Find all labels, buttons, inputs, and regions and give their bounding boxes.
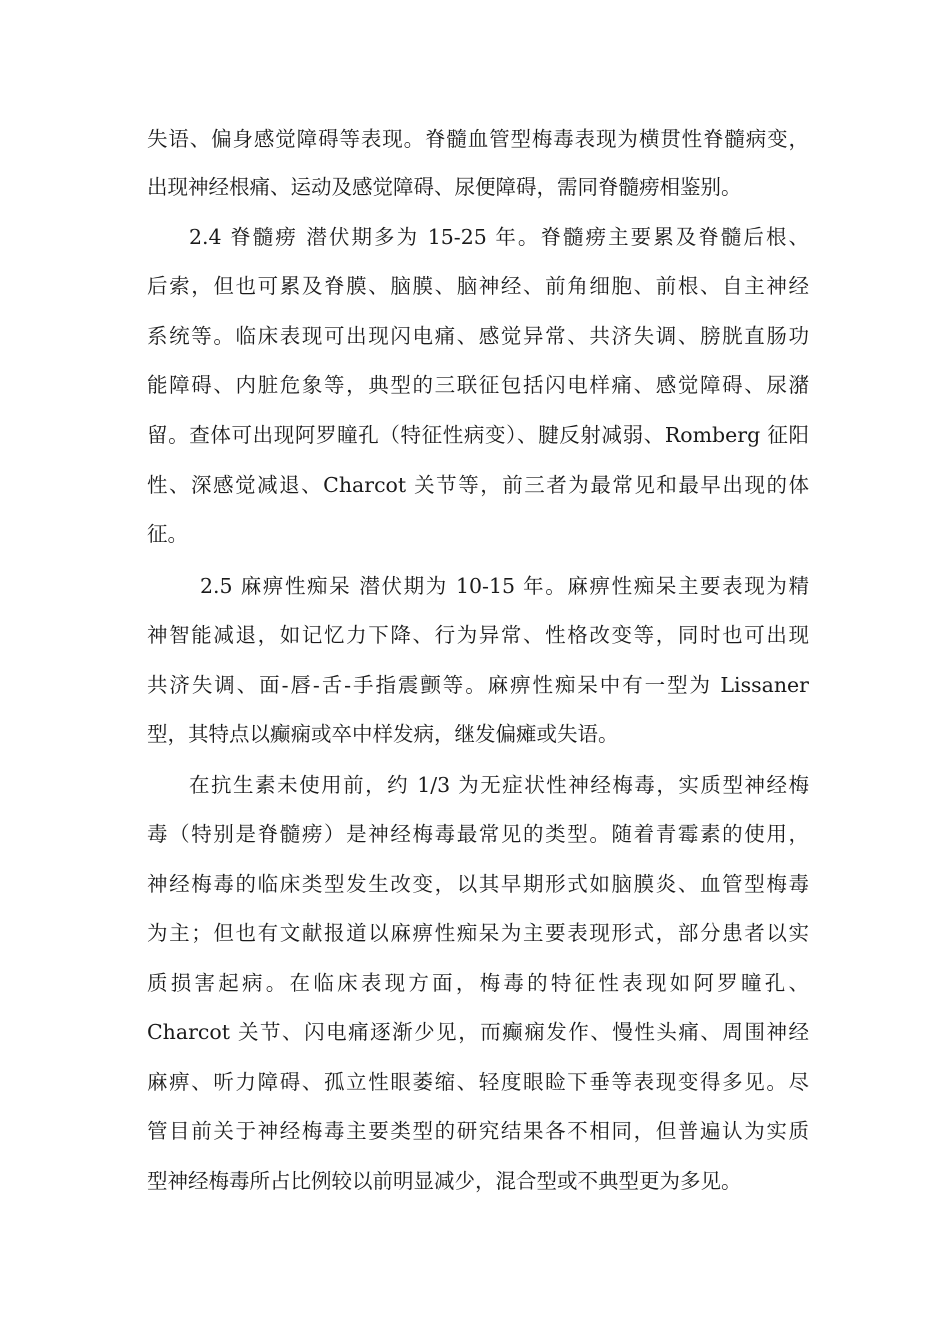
- text-line: 出现神经根痛、运动及感觉障碍、尿便障碍，需同脊髓痨相鉴别。: [147, 175, 742, 199]
- text-line: 为主；但也有文献报道以麻痹性痴呆为主要表现形式，部分患者以实: [147, 921, 809, 945]
- text-line: 共济失调、面-唇-舌-手指震颤等。麻痹性痴呆中有一型为 Lissaner: [147, 673, 809, 697]
- text-line: 管目前关于神经梅毒主要类型的研究结果各不相同，但普遍认为实质: [147, 1119, 809, 1143]
- text-line: 后索，但也可累及脊膜、脑膜、脑神经、前角细胞、前根、自主神经: [147, 274, 809, 298]
- text-line: 型神经梅毒所占比例较以前明显减少，混合型或不典型更为多见。: [147, 1169, 742, 1193]
- text-line: 留。查体可出现阿罗瞳孔（特征性病变）、腱反射减弱、Romberg 征阳: [147, 423, 809, 447]
- text-line: 质损害起病。在临床表现方面，梅毒的特征性表现如阿罗瞳孔、: [147, 971, 809, 995]
- text-line: 麻痹、听力障碍、孤立性眼萎缩、轻度眼睑下垂等表现变得多见。尽: [147, 1070, 809, 1094]
- section-heading-line: 2.5 麻痹性痴呆 潜伏期为 10-15 年。麻痹性痴呆主要表现为精: [200, 574, 809, 598]
- text-line: 性、深感觉减退、Charcot 关节等，前三者为最常见和最早出现的体: [147, 473, 809, 497]
- text-line: 神经梅毒的临床类型发生改变，以其早期形式如脑膜炎、血管型梅毒: [147, 872, 809, 896]
- text-line: 能障碍、内脏危象等，典型的三联征包括闪电样痛、感觉障碍、尿潴: [147, 373, 809, 397]
- text-line: 征。: [147, 522, 188, 546]
- section-heading-line: 2.4 脊髓痨 潜伏期多为 15-25 年。脊髓痨主要累及脊髓后根、: [189, 225, 809, 249]
- paragraph-first-line: 在抗生素未使用前，约 1/3 为无症状性神经梅毒，实质型神经梅: [189, 773, 809, 797]
- text-line: 系统等。临床表现可出现闪电痛、感觉异常、共济失调、膀胱直肠功: [147, 324, 809, 348]
- text-line: 毒（特别是脊髓痨）是神经梅毒最常见的类型。随着青霉素的使用，: [147, 822, 809, 846]
- text-line: 失语、偏身感觉障碍等表现。脊髓血管型梅毒表现为横贯性脊髓病变，: [147, 127, 809, 151]
- text-line: 神智能减退，如记忆力下降、行为异常、性格改变等，同时也可出现: [147, 623, 809, 647]
- text-line: 型，其特点以癫痫或卒中样发病，继发偏瘫或失语。: [147, 722, 619, 746]
- text-line: Charcot 关节、闪电痛逐渐少见，而癫痫发作、慢性头痛、周围神经: [147, 1020, 809, 1044]
